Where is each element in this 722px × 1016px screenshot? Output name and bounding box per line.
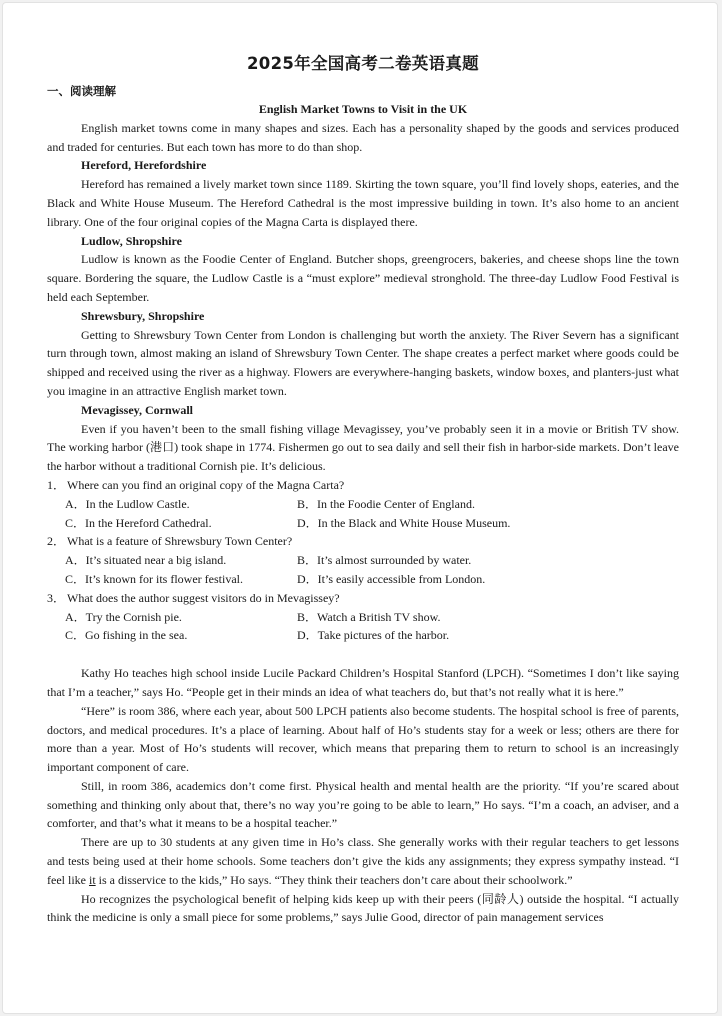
document-content (47, 53, 679, 927)
town-description: Ludlow is known as the Foodie Center of England. Butcher shops, greengrocers, bakeries, and cheese shops line the town square. Bordering the square, the Ludlow Castle is a “must explore” medieval stronghold. The three-day Ludlow Food Festival is held each September. (47, 252, 679, 304)
question-3 (47, 589, 679, 645)
town-description: Hereford has remained a lively market town since 1189. Skirting the town square, you’ll find lovely shops, eateries, and the Black and White House Museum. The Hereford Cathedral is the most impressive building in town. It’s also home to an ancient library. One of the four original copies of the Magna Carta is displayed there. (47, 177, 679, 229)
question-text: What does the author suggest visitors do in Mevagissey? (67, 590, 340, 605)
passage-a-title: English Market Towns to Visit in the UK (258, 102, 468, 116)
option-c: C．Go fishing in the sea. (65, 628, 188, 643)
option-a: A．In the Ludlow Castle. (65, 496, 190, 511)
question-number: 2． (47, 534, 66, 549)
question-2 (47, 532, 679, 588)
option-a: A．Try the Cornish pie. (65, 609, 182, 624)
passage-divider-space (47, 645, 679, 664)
town-heading: Shrewsbury, Shropshire (81, 308, 205, 323)
passage-b-paragraph-2: “Here” is room 386, where each year, about 500 LPCH patients also become students. The hospital school is free of parents, doctors, and medical procedures. It’s a place of learning. About half of Ho’s students stay for a week or less; others are there for more than a year. Most of Ho’s students will recover, which means that preparing them to return to school is an increasingly important component of care. (47, 703, 679, 775)
option-a: A．It’s situated near a big island. (65, 553, 227, 568)
document-page (2, 2, 718, 1014)
option-d: D．It’s easily accessible from London. (297, 571, 486, 586)
option-d: D．In the Black and White House Museum. (297, 515, 511, 530)
passage-b-paragraph-3: Still, in room 386, academics don’t come first. Physical health and mental health are the priority. “If you’re scared about something and thinking only about that, there’s no way you’re going to be able to learn,” Ho says. “I’m a coach, an adviser, and a comforter, and that’s what it means to be a hospital teacher.” (47, 778, 679, 831)
question-number: 1． (47, 477, 66, 492)
option-b: B．In the Foodie Center of England. (297, 496, 475, 511)
question-1 (47, 476, 679, 532)
underlined-word: it (88, 872, 96, 887)
paragraph-text: is a disservice to the kids,” Ho says. “They think their teachers don’t care about their schoolwork.” (95, 872, 573, 887)
town-heading: Mevagissey, Cornwall (81, 402, 193, 417)
option-d: D．Take pictures of the harbor. (297, 628, 450, 643)
question-number: 3． (47, 590, 66, 605)
passage-b-paragraph-4 (47, 833, 679, 889)
town-heading: Ludlow, Shropshire (81, 233, 182, 248)
town-heading: Hereford, Herefordshire (81, 158, 207, 173)
question-text: What is a feature of Shrewsbury Town Center? (67, 534, 293, 549)
paragraph-text: There are up to 30 students at any given time in Ho’s class. She generally works with their regular teachers to get lessons and tests being used at their home schools. Some teachers don’t give the kids any assignments; they express sympathy instead. “I feel like (47, 835, 679, 887)
question-text: Where can you find an original copy of the Magna Carta? (67, 477, 345, 492)
page-title: 2025年全国高考二卷英语真题 (247, 54, 479, 73)
town-description: Getting to Shrewsbury Town Center from London is challenging but worth the anxiety. The River Severn has a significant turn through town, almost making an island of Shrewsbury Town Center. The shape creates a perfect market where goods could be shipped and received using the river as a highway. Flowers are everywhere-hanging baskets, window boxes, and planters-just what you imagine in an attractive English market town. (47, 327, 679, 398)
passage-b-paragraph-1: Kathy Ho teaches high school inside Lucile Packard Children’s Hospital Stanford (LPCH). “Sometimes I don’t like saying that I’m a teacher,” says Ho. “People get in their minds an idea of what teachers do, but that’s not really what it is here.” (47, 666, 679, 699)
passage-a-intro: English market towns come in many shapes and sizes. Each has a personality shaped by the goods and services produced and traded for centuries. But each town has more to do than shop. (47, 120, 679, 154)
option-b: B．Watch a British TV show. (297, 609, 441, 624)
option-c: C．It’s known for its flower festival. (65, 571, 243, 586)
option-b: B．It’s almost surrounded by water. (297, 553, 472, 568)
option-c: C．In the Hereford Cathedral. (65, 515, 212, 530)
town-description: Even if you haven’t been to the small fishing village Mevagissey, you’ve probably seen it in a movie or British TV show. The working harbor (港口) took shape in 1774. Fishermen go out to sea daily and sell their fish in harbor-side markets. Don’t leave the harbor without a traditional Cornish pie. It’s delicious. (47, 421, 679, 474)
section-heading: 一、阅读理解 (47, 84, 116, 98)
passage-b-paragraph-5: Ho recognizes the psychological benefit of helping kids keep up with their peers (同龄人) outside the hospital. “I actually think the medicine is only a small piece for some problems,” says Julie Good, director of pain management services (47, 891, 679, 925)
